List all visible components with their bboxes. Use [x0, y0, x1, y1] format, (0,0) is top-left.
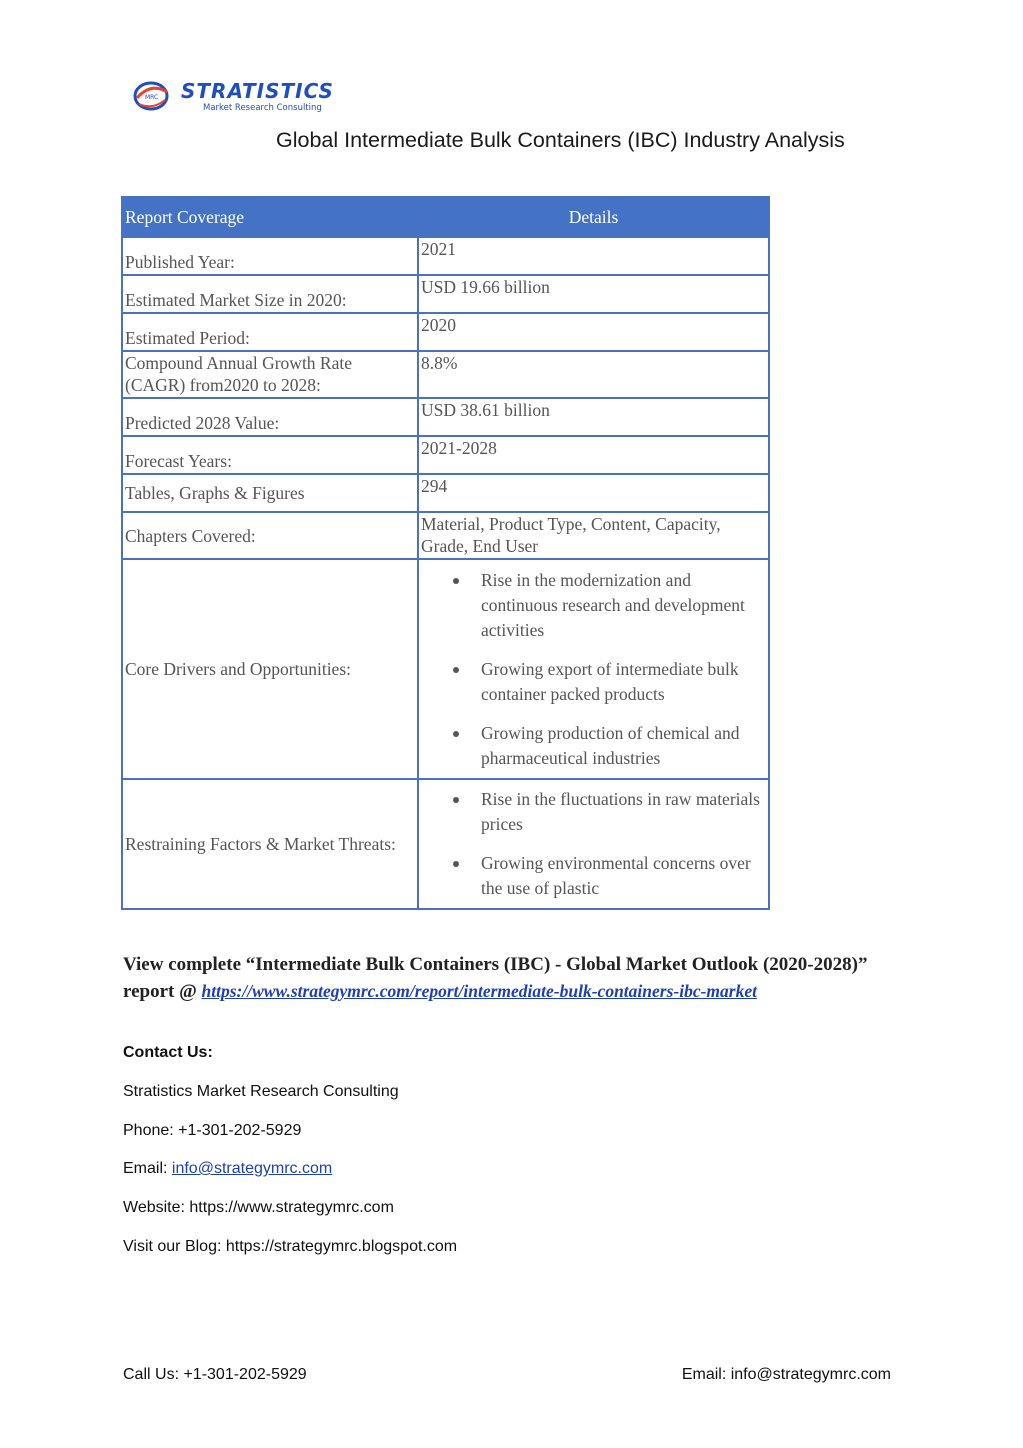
table-row	[122, 398, 769, 436]
blog-label: Visit our Blog:	[123, 1238, 226, 1255]
list-item	[481, 721, 766, 771]
row-value: USD 19.66 billion	[418, 275, 769, 313]
drivers-cell	[418, 559, 769, 779]
table-header-row	[122, 197, 769, 237]
restraints-cell	[418, 779, 769, 909]
drivers-label: Core Drivers and Opportunities:	[122, 559, 418, 779]
list-item	[481, 851, 766, 901]
phone-label: Phone:	[123, 1122, 179, 1139]
table-row	[122, 351, 769, 398]
report-link[interactable]: https://www.strategymrc.com/report/intermediate-bulk-containers-ibc-market	[201, 981, 757, 1001]
row-value: 2021	[418, 237, 769, 275]
bullet-icon	[453, 731, 459, 737]
row-label: Forecast Years:	[122, 436, 418, 474]
table-row-drivers	[122, 559, 769, 779]
row-label: Published Year:	[122, 237, 418, 275]
contact-blog	[123, 1238, 457, 1256]
row-label: Tables, Graphs & Figures	[122, 474, 418, 512]
restraints-item-text: Growing environmental concerns over the use of plastic	[481, 853, 751, 898]
contact-website	[123, 1199, 394, 1217]
email-label: Email:	[123, 1160, 172, 1177]
bullet-icon	[453, 861, 459, 867]
row-label: Predicted 2028 Value:	[122, 398, 418, 436]
contact-phone	[123, 1122, 301, 1140]
blog-url: https://strategymrc.blogspot.com	[225, 1238, 458, 1255]
row-value: 2020	[418, 313, 769, 351]
contact-company: Stratistics Market Research Consulting	[123, 1083, 399, 1100]
restraints-item-text: Rise in the fluctuations in raw materials prices	[481, 789, 760, 834]
row-label: Estimated Period:	[122, 313, 418, 351]
list-item	[481, 787, 766, 837]
table-row-restraints	[122, 779, 769, 909]
contact-email	[123, 1160, 332, 1178]
website-url: https://www.strategymrc.com	[189, 1199, 394, 1216]
table-row	[122, 237, 769, 275]
page-title: Global Intermediate Bulk Containers (IBC) Industry Analysis	[276, 128, 845, 152]
table-row	[122, 474, 769, 512]
company-logo	[133, 78, 353, 114]
view-complete-report	[123, 952, 883, 1005]
row-value: 2021-2028	[418, 436, 769, 474]
logo-graphic	[133, 78, 353, 114]
list-item	[481, 568, 766, 643]
view-complete-text: View complete “Intermediate Bulk Containers (IBC) - Global Market Outlook (2020-2028)” report @	[123, 954, 868, 1002]
row-value: 8.8%	[418, 351, 769, 398]
drivers-list	[421, 568, 766, 771]
email-link[interactable]: info@strategymrc.com	[171, 1160, 333, 1177]
table-row	[122, 313, 769, 351]
table-row	[122, 436, 769, 474]
footer-email: Email: info@strategymrc.com	[681, 1366, 891, 1383]
footer-call: Call Us: +1-301-202-5929	[123, 1366, 307, 1383]
bullet-icon	[453, 578, 459, 584]
drivers-item-text: Growing export of intermediate bulk container packed products	[481, 658, 739, 704]
restraints-list	[421, 787, 766, 901]
bullet-icon	[453, 797, 459, 803]
row-label: Chapters Covered:	[122, 512, 418, 559]
row-value: 294	[418, 474, 769, 512]
header-details: Details	[418, 197, 769, 237]
drivers-item-text: Growing production of chemical and pharmaceutical industries	[481, 722, 740, 768]
row-value: Material, Product Type, Content, Capacity, Grade, End User	[418, 512, 769, 559]
phone-number: +1-301-202-5929	[178, 1122, 302, 1139]
logo-mark-text: MRC	[145, 94, 159, 101]
table-row	[122, 512, 769, 559]
list-item	[481, 657, 766, 707]
drivers-item-text: Rise in the modernization and continuous research and development activities	[481, 569, 745, 640]
table-row	[122, 275, 769, 313]
restraints-label: Restraining Factors & Market Threats:	[122, 779, 418, 909]
header-report-coverage: Report Coverage	[122, 197, 418, 237]
row-label: Compound Annual Growth Rate (CAGR) from2020 to 2028:	[122, 351, 418, 398]
logo-tagline-text: Market Research Consulting	[203, 103, 322, 113]
bullet-icon	[453, 667, 459, 673]
row-label: Estimated Market Size in 2020:	[122, 275, 418, 313]
report-coverage-table	[121, 196, 770, 910]
contact-heading: Contact Us:	[123, 1044, 213, 1061]
row-value: USD 38.61 billion	[418, 398, 769, 436]
website-label: Website:	[123, 1199, 190, 1216]
logo-brand-text: STRATISTICS	[181, 79, 334, 103]
